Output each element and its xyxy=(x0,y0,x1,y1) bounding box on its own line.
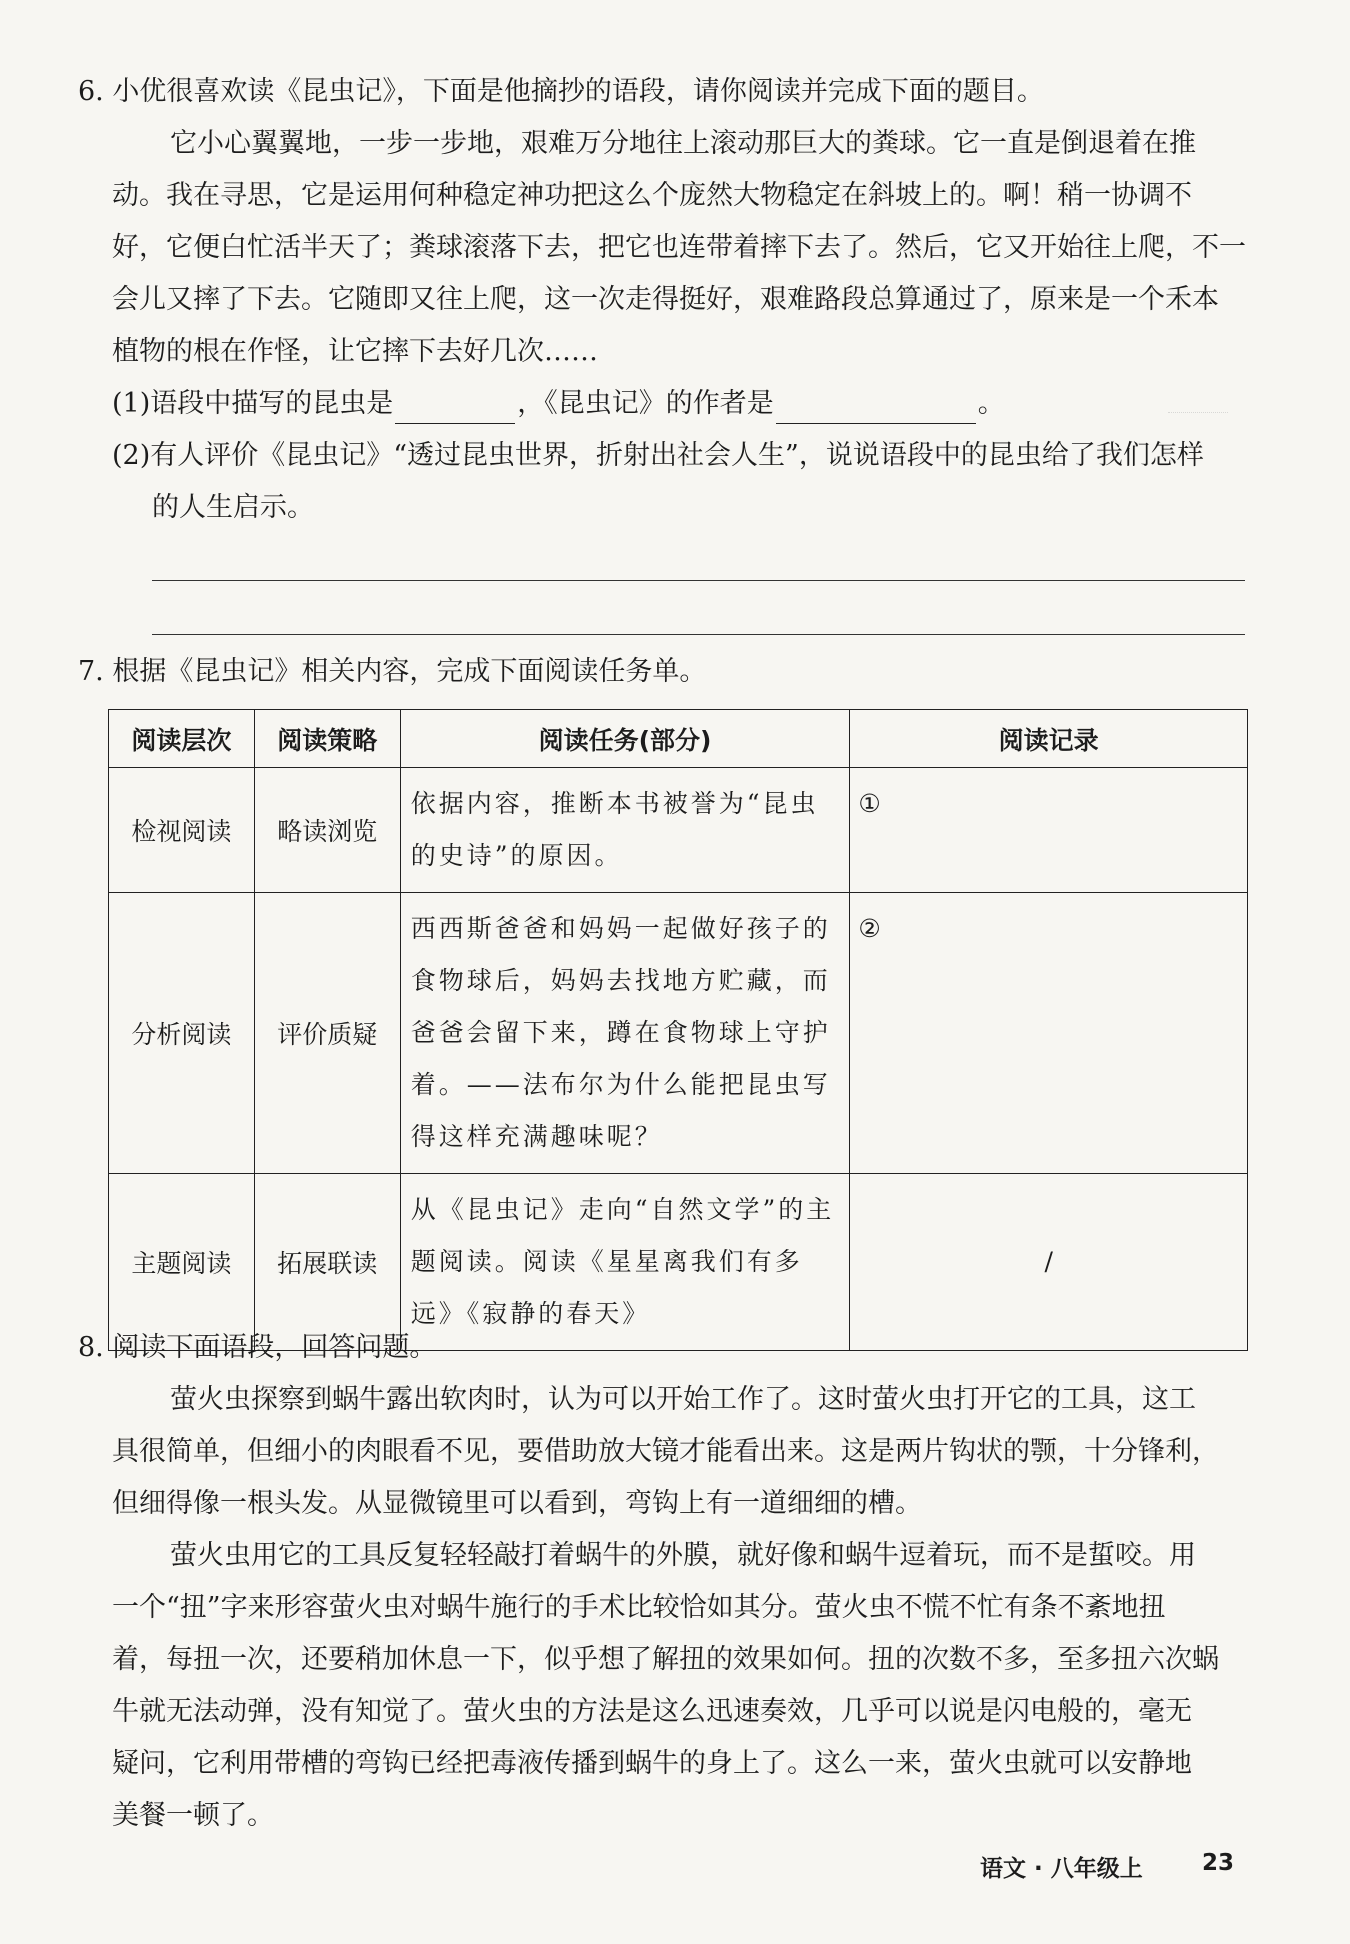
table-row xyxy=(109,768,1248,893)
insect-answer-blank[interactable] xyxy=(395,393,515,424)
table-header-row xyxy=(109,710,1248,768)
row-strategy: 拓展联读 xyxy=(254,1174,400,1351)
row-level: 检视阅读 xyxy=(109,768,255,893)
q6-sub1-text-b: ，《昆虫记》的作者是 xyxy=(517,388,774,419)
q6-passage-line: 它小心翼翼地，一步一步地，艰难万分地往上滚动那巨大的粪球。它一直是倒退着在推 xyxy=(170,128,1196,159)
q8-para2-line: 着，每扭一次，还要稍加休息一下，似乎想了解扭的效果如何。扭的次数不多，至多扭六次蜗 xyxy=(112,1644,1219,1675)
q8-para2-line: 疑问，它利用带槽的弯钩已经把毒液传播到蜗牛的身上了。这么一来，萤火虫就可以安静地 xyxy=(112,1748,1192,1779)
footer-subject: 语文 · 八年级上 xyxy=(980,1856,1143,1882)
record-answer-cell-2[interactable]: ② xyxy=(850,893,1248,1174)
row-task: 依据内容，推断本书被誉为“昆虫的史诗”的原因。 xyxy=(400,768,850,893)
header-record: 阅读记录 xyxy=(850,710,1248,768)
row-strategy: 评价质疑 xyxy=(254,893,400,1174)
author-answer-blank[interactable] xyxy=(776,393,976,424)
q6-sub1 xyxy=(112,384,1005,424)
q6-stem: 6. 小优很喜欢读《昆虫记》，下面是他摘抄的语段，请你阅读并完成下面的题目。 xyxy=(78,76,1044,107)
q7-stem: 7. 根据《昆虫记》相关内容，完成下面阅读任务单。 xyxy=(78,656,707,687)
q8-para1-line: 萤火虫探察到蜗牛露出软肉时，认为可以开始工作了。这时萤火虫打开它的工具，这工 xyxy=(170,1384,1196,1415)
row-level: 主题阅读 xyxy=(109,1174,255,1351)
q6-passage-line: 会儿又摔了下去。它随即又往上爬，这一次走得挺好，艰难路段总算通过了，原来是一个禾本 xyxy=(112,284,1219,315)
q8-para1-line: 具很简单，但细小的肉眼看不见，要借助放大镜才能看出来。这是两片钩状的颚，十分锋利， xyxy=(112,1436,1219,1467)
q8-para2-line: 牛就无法动弹，没有知觉了。萤火虫的方法是这么迅速奏效，几乎可以说是闪电般的，毫无 xyxy=(112,1696,1192,1727)
table-row xyxy=(109,893,1248,1174)
q8-stem: 8. 阅读下面语段，回答问题。 xyxy=(78,1332,437,1363)
reading-task-table xyxy=(108,709,1248,1351)
q6-passage-line: 好，它便白忙活半天了；粪球滚落下去，把它也连带着摔下去了。然后，它又开始往上爬，不一 xyxy=(112,232,1246,263)
q6-sub1-text-a: (1)语段中描写的昆虫是 xyxy=(112,388,394,419)
row-task: 西西斯爸爸和妈妈一起做好孩子的食物球后，妈妈去找地方贮藏，而爸爸会留下来，蹲在食物球上守护着。——法布尔为什么能把昆虫写得这样充满趣味呢？ xyxy=(400,893,850,1174)
header-task: 阅读任务(部分) xyxy=(400,710,850,768)
row-level: 分析阅读 xyxy=(109,893,255,1174)
page-footer xyxy=(980,1850,1235,1883)
q6-sub1-text-c: 。 xyxy=(977,388,1005,419)
page-number: 23 xyxy=(1202,1850,1235,1876)
table-row xyxy=(109,1174,1248,1351)
header-strategy: 阅读策略 xyxy=(254,710,400,768)
q6-sub2-line1: (2)有人评价《昆虫记》“透过昆虫世界，折射出社会人生”，说说语段中的昆虫给了我们怎样 xyxy=(112,440,1204,471)
q8-para2-line: 美餐一顿了。 xyxy=(112,1800,274,1831)
row-strategy: 略读浏览 xyxy=(254,768,400,893)
header-level: 阅读层次 xyxy=(109,710,255,768)
q6-passage-line: 植物的根在作怪，让它摔下去好几次…… xyxy=(112,336,598,367)
q6-answer-line[interactable] xyxy=(152,580,1245,581)
q6-passage-line: 动。我在寻思，它是运用何种稳定神功把这么个庞然大物稳定在斜坡上的。啊！稍一协调不 xyxy=(112,180,1192,211)
q6-sub2-line2: 的人生启示。 xyxy=(152,492,314,523)
record-slash-cell: / xyxy=(850,1174,1248,1351)
q8-para2-line: 一个“扭”字来形容萤火虫对蜗牛施行的手术比较恰如其分。萤火虫不慌不忙有条不紊地扭 xyxy=(112,1592,1166,1623)
q8-para2-line: 萤火虫用它的工具反复轻轻敲打着蜗牛的外膜，就好像和蜗牛逗着玩，而不是蜇咬。用 xyxy=(170,1540,1196,1571)
scan-speck xyxy=(1168,412,1228,421)
q6-answer-line[interactable] xyxy=(152,634,1245,635)
row-task: 从《昆虫记》走向“自然文学”的主题阅读。阅读《星星离我们有多远》《寂静的春天》 xyxy=(400,1174,850,1351)
q8-para1-line: 但细得像一根头发。从显微镜里可以看到，弯钩上有一道细细的槽。 xyxy=(112,1488,922,1519)
record-answer-cell-1[interactable]: ① xyxy=(850,768,1248,893)
